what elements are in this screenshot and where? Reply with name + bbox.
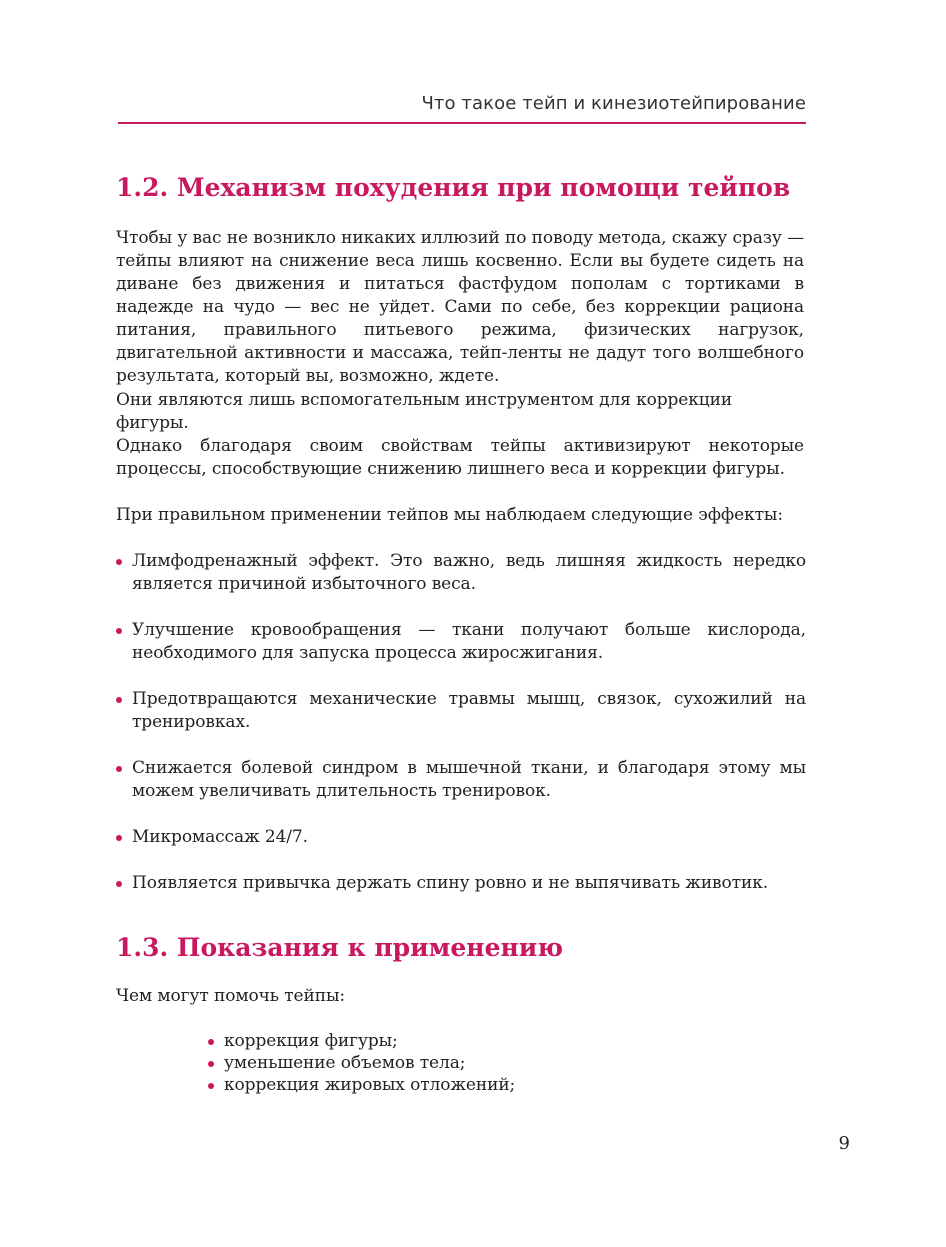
intro-paragraph-continuation: Они являются лишь вспомогательным инструментом для коррекции фигуры. [116,390,733,433]
indication-text: уменьшение объемов тела; [224,1053,466,1073]
indication-text: коррекция фигуры; [224,1031,398,1051]
indication-item [208,1074,608,1096]
bullet-dot-icon [208,1039,214,1045]
effect-text: Предотвращаются механические травмы мышц, связок, сухожилий на тренировках. [132,689,806,732]
bullet-dot-icon [116,559,122,565]
bullet-dot-icon [116,766,122,772]
effects-intro-paragraph: При правильном применении тейпов мы наблюдаем следующие эффекты: [116,505,783,525]
effect-text: Появляется привычка держать спину ровно и не выпячивать животик. [132,873,769,893]
bullet-dot-icon [116,835,122,841]
indication-item [208,1030,608,1052]
effect-item [116,619,806,665]
effect-item [116,826,806,849]
bullet-dot-icon [208,1083,214,1089]
section-1-3-heading: 1.3. Показания к применению [116,933,563,962]
effects-list [116,550,806,918]
effect-text: Улучшение кровообращения — ткани получают больше кислорода, необходимого для запуска процесса жиросжигания. [132,620,806,663]
indications-list [208,1030,608,1096]
effect-text: Микромассаж 24/7. [132,827,308,847]
bullet-dot-icon [116,697,122,703]
effect-text: Снижается болевой синдром в мышечной ткани, и благодаря этому мы можем увеличивать длительность тренировок. [132,758,806,801]
effect-item [116,550,806,596]
properties-paragraph: Однако благодаря своим свойствам тейпы активизируют некоторые процессы, способствующие снижению лишнего веса и коррекции фигуры. [116,436,804,479]
effect-item [116,688,806,734]
bullet-dot-icon [208,1061,214,1067]
header-rule [118,122,806,124]
bullet-dot-icon [116,881,122,887]
indications-intro: Чем могут помочь тейпы: [116,986,346,1006]
effect-item [116,757,806,803]
effect-item [116,872,806,895]
page-number: 9 [838,1133,850,1154]
running-header: Что такое тейп и кинезиотейпирование [421,93,806,114]
effect-text: Лимфодренажный эффект. Это важно, ведь лишняя жидкость нередко является причиной избыточного веса. [132,551,806,594]
indication-item [208,1052,608,1074]
section-1-2-heading: 1.2. Механизм похудения при помощи тейпов [116,173,791,202]
indication-text: коррекция жировых отложений; [224,1075,516,1095]
bullet-dot-icon [116,628,122,634]
intro-paragraph: Чтобы у вас не возникло никаких иллюзий по поводу метода, скажу сразу — тейпы влияют на снижение веса лишь косвенно. Если вы будете сидеть на диване без движения и питаться фастфудом пополам с тортиками в надежде на чудо — вес не уйдет. Сами по себе, без коррекции рациона питания, правильного питьевого режима, физических нагрузок, двигательной активности и массажа, тейп-ленты не дадут того волшебного результата, который вы, возможно, ждете. [116,228,805,386]
